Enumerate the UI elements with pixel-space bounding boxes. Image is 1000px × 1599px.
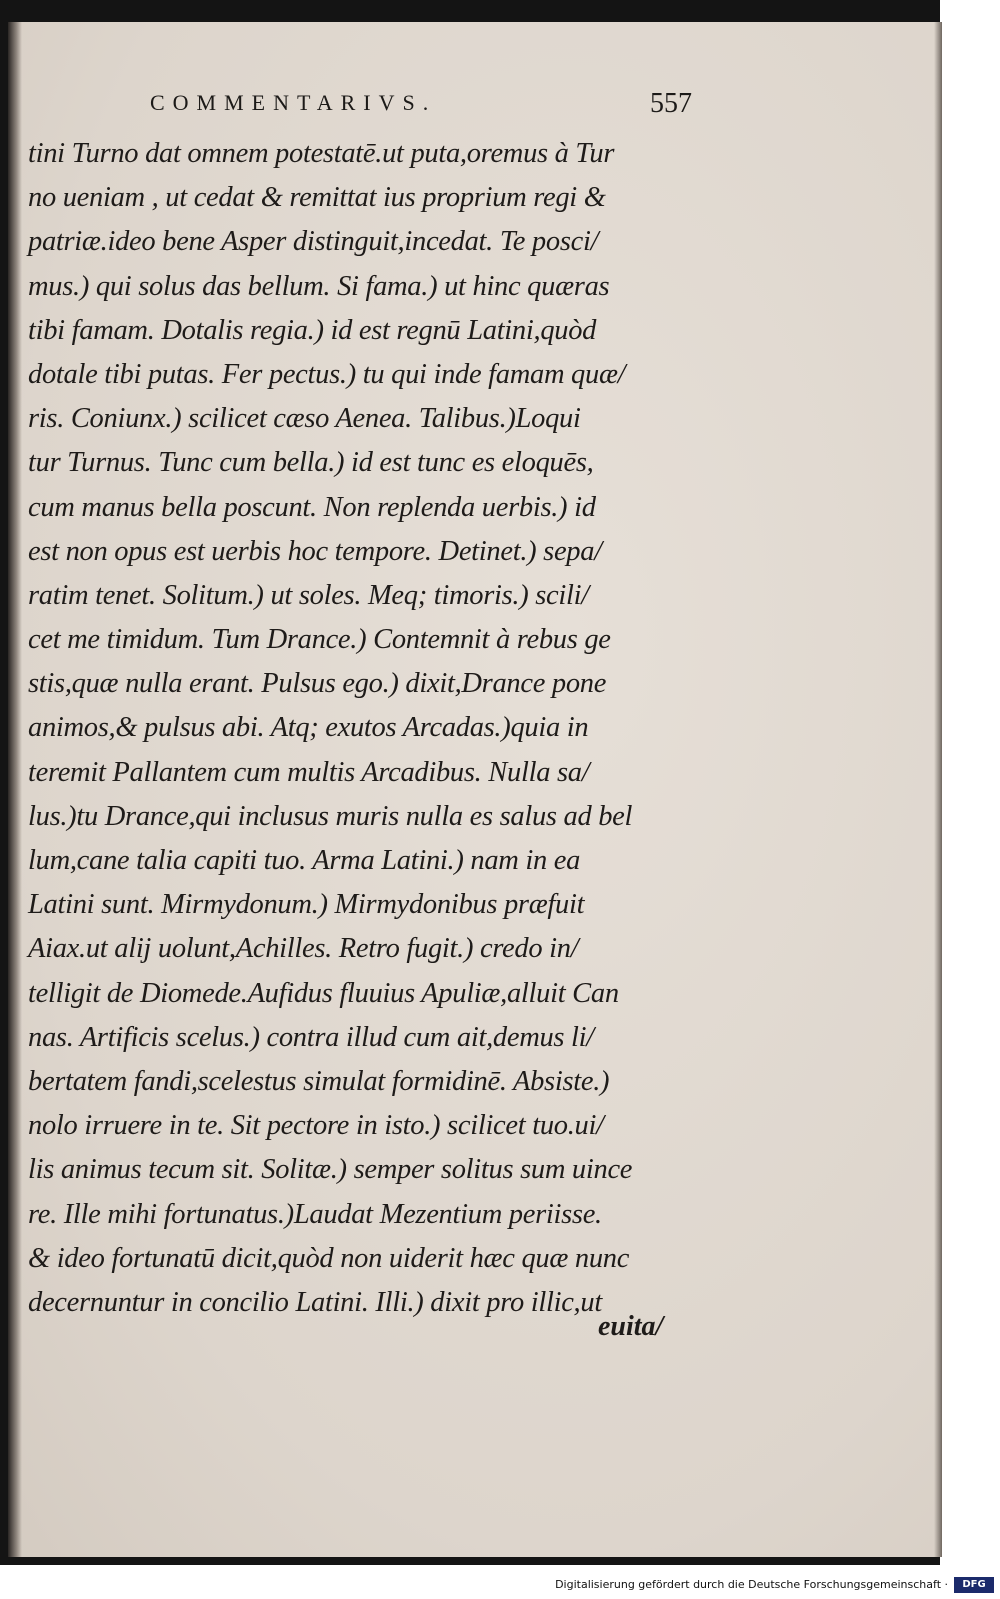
text-line: telligit de Diomede.Aufidus fluuius Apuliæ,alluit Can xyxy=(28,977,619,1009)
page-gutter-shadow xyxy=(8,22,22,1557)
text-line: Aiax.ut alij uolunt,Achilles. Retro fugit.) credo in/ xyxy=(28,933,579,965)
dfg-logo: DFG xyxy=(954,1577,994,1593)
text-line: Latini sunt. Mirmydonum.) Mirmydonibus præfuit xyxy=(28,889,585,921)
text-line: ris. Coniunx.) scilicet cæso Aenea. Talibus.)Loqui xyxy=(28,403,581,435)
running-head xyxy=(150,88,710,128)
page-edge-shadow xyxy=(934,22,942,1557)
text-line: nolo irruere in te. Sit pectore in isto.) scilicet tuo.ui/ xyxy=(28,1110,604,1142)
text-line: decernuntur in concilio Latini. Illi.) dixit pro illic,ut xyxy=(28,1286,602,1318)
page-number: 557 xyxy=(650,88,692,119)
text-line: lum,cane talia capiti tuo. Arma Latini.) nam in ea xyxy=(28,845,581,876)
text-line: & ideo fortunatū dicit,quòd non uiderit hæc quæ nunc xyxy=(28,1242,630,1274)
text-line: teremit Pallantem cum multis Arcadibus. Nulla sa/ xyxy=(28,756,590,788)
catchword: euita/ xyxy=(598,1311,664,1342)
text-line: dotale tibi putas. Fer pectus.) tu qui inde famam quæ/ xyxy=(28,358,626,390)
text-line: tini Turno dat omnem potestatē.ut puta,oremus à Tur xyxy=(28,138,615,169)
text-line: tur Turnus. Tunc cum bella.) id est tunc es eloquēs, xyxy=(28,447,594,479)
text-line: cet me timidum. Tum Drance.) Contemnit à rebus ge xyxy=(28,624,611,656)
text-line: est non opus est uerbis hoc tempore. Detinet.) sepa/ xyxy=(28,535,602,567)
text-line: tibi famam. Dotalis regia.) id est regnū Latini,quòd xyxy=(28,314,597,346)
text-line: no ueniam , ut cedat & remittat ius proprium regi & xyxy=(28,182,606,214)
text-line: cum manus bella poscunt. Non replenda uerbis.) id xyxy=(28,491,596,523)
text-line: re. Ille mihi fortunatus.)Laudat Mezentium periisse. xyxy=(28,1198,602,1230)
text-line: mus.) qui solus das bellum. Si fama.) ut hinc quæras xyxy=(28,270,610,302)
text-line: lis animus tecum sit. Solitæ.) semper solitus sum uince xyxy=(28,1154,633,1186)
running-title: COMMENTARIVS. xyxy=(150,90,437,115)
text-line: patriæ.ideo bene Asper distinguit,incedat. Te posci/ xyxy=(28,226,599,258)
text-line: lus.)tu Drance,qui inclusus muris nulla es salus ad bel xyxy=(28,800,633,832)
text-line: bertatem fandi,scelestus simulat formidinē. Absiste.) xyxy=(28,1065,610,1097)
text-line: stis,quæ nulla erant. Pulsus ego.) dixit,Drance pone xyxy=(28,668,607,700)
text-line: animos,& pulsus abi. Atq; exutos Arcadas.)quia in xyxy=(28,712,589,744)
text-line: nas. Artificis scelus.) contra illud cum ait,demus li/ xyxy=(28,1021,594,1053)
text-line: ratim tenet. Solitum.) ut soles. Meq; timoris.) scili/ xyxy=(28,579,589,611)
commentary-text xyxy=(28,132,718,1325)
digitization-credit: Digitalisierung gefördert durch die Deutsche Forschungsgemeinschaft · xyxy=(555,1578,948,1591)
